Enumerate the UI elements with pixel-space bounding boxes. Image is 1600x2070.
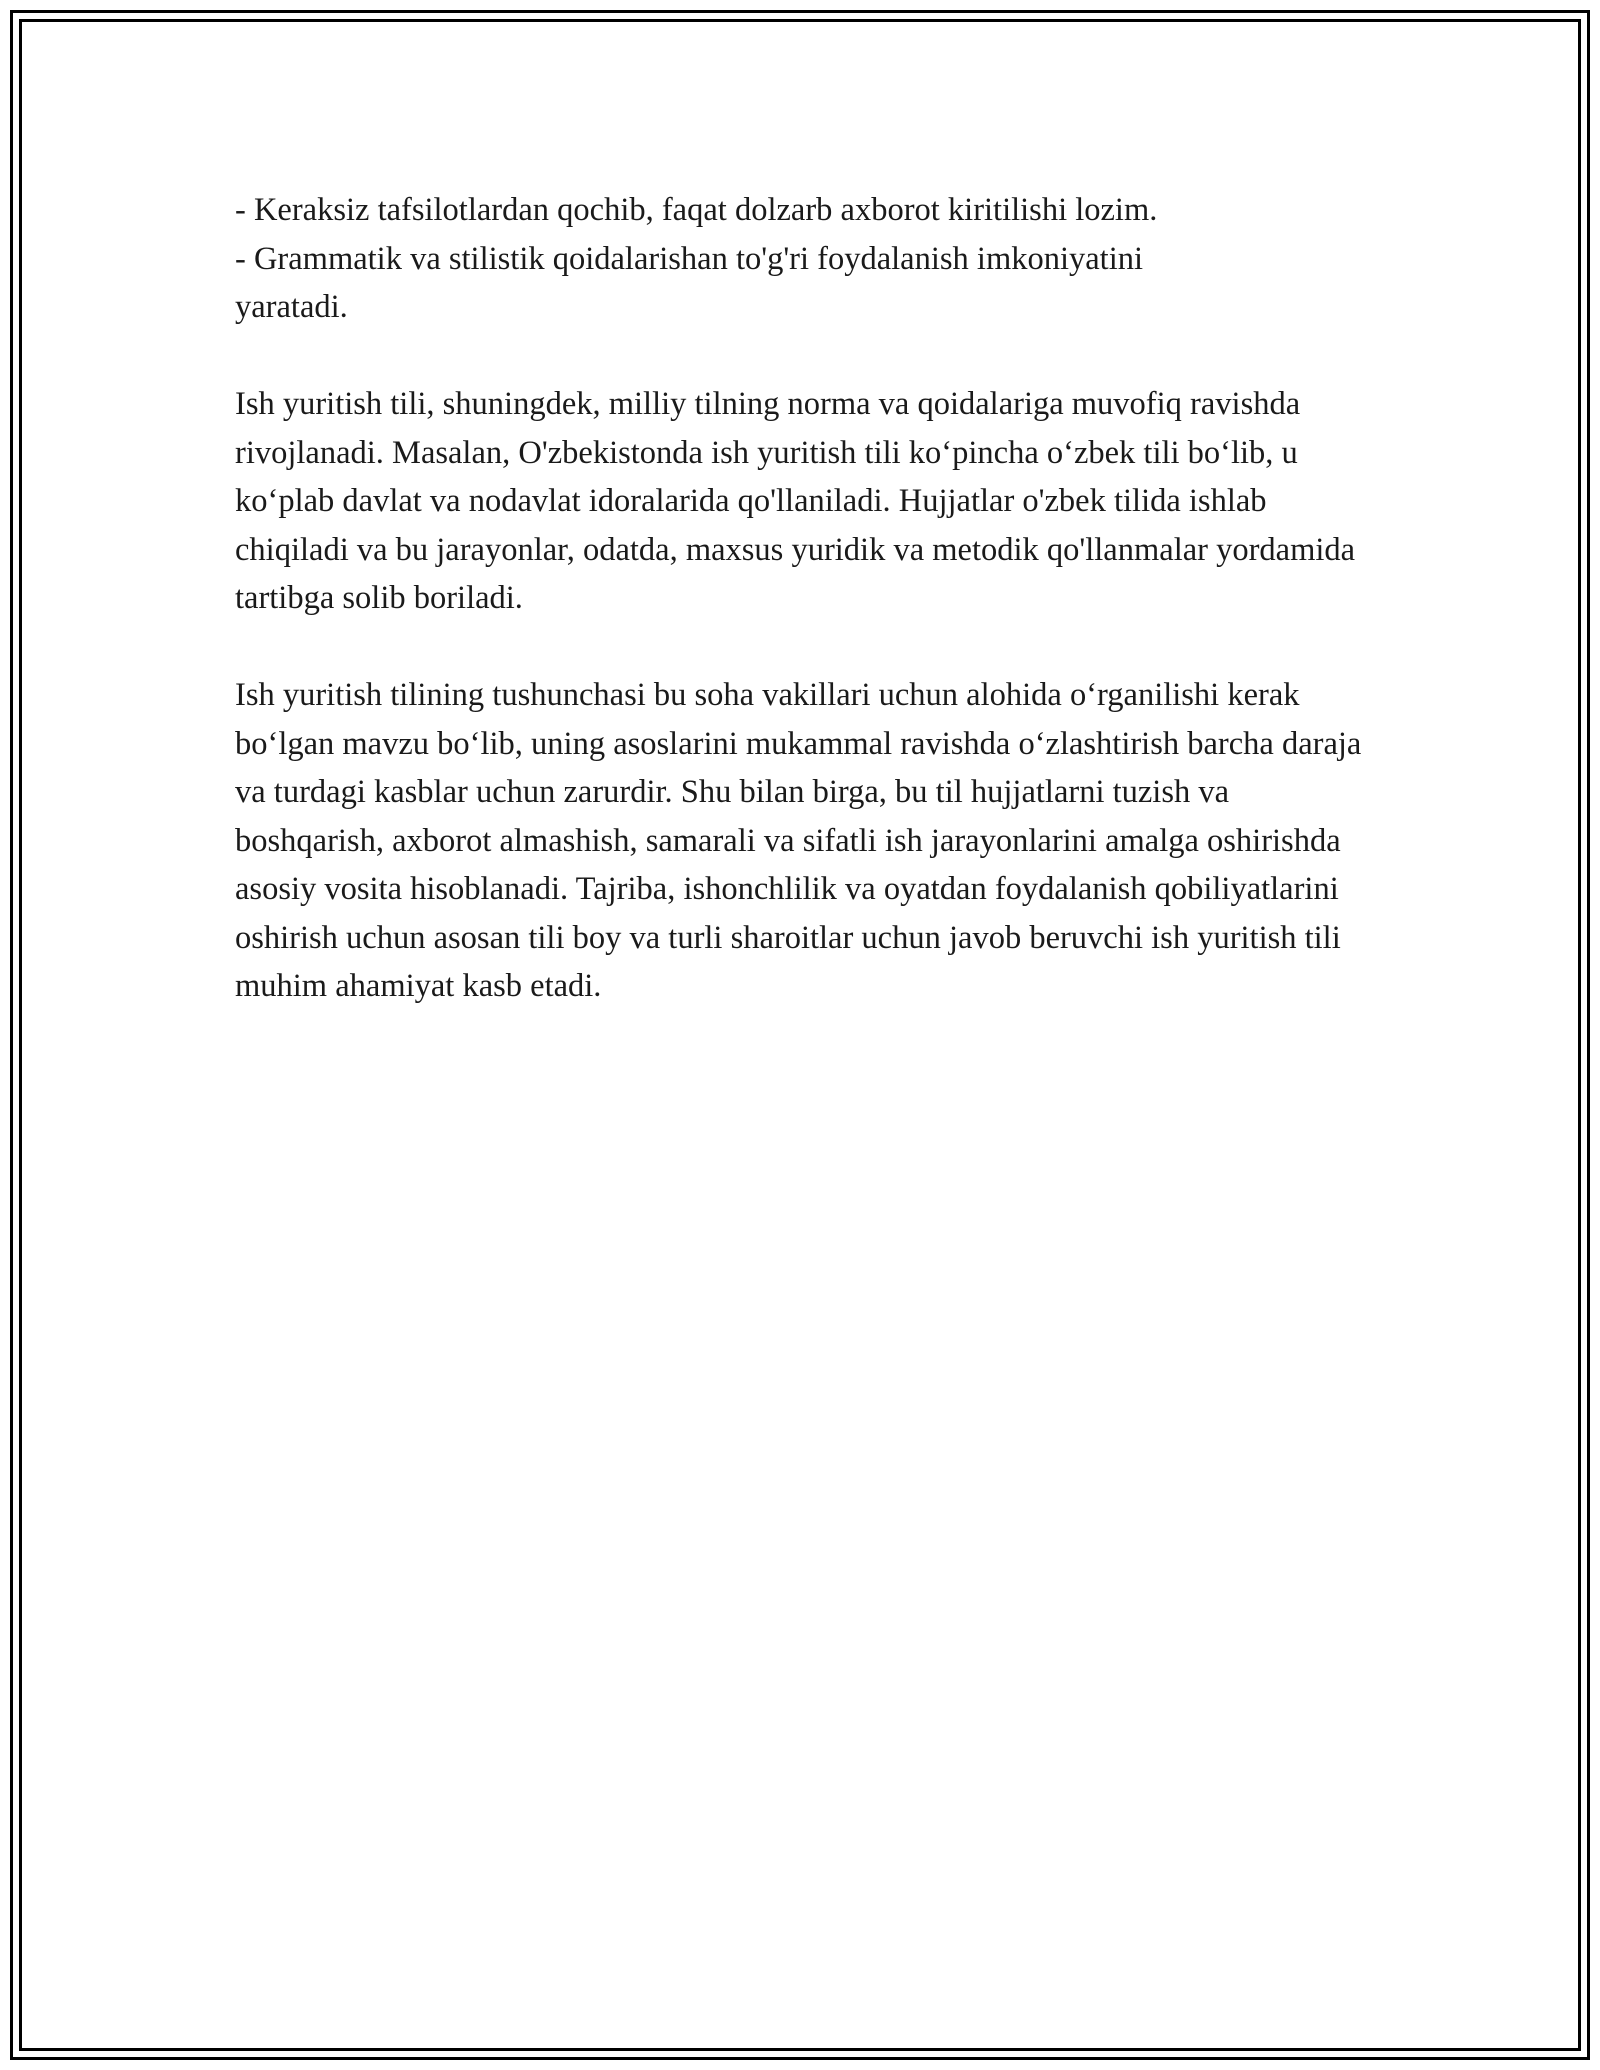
paragraph: Ish yuritish tilining tushunchasi bu soha vakillari uchun alohida o‘rganilishi kerak bo‘lgan mavzu bo‘lib, uning asoslarini mukammal ravishda o‘zlashtirish barcha daraja va turdagi kasblar uchun zarurdir. Shu bilan birga, bu til hujjatlarni tuzish va boshqarish, axborot almashish, samarali va sifatli ish jarayonlarini amalga oshirishda asosiy vosita hisoblanadi. Tajriba, ishonchlilik va oyatdan foydalanish qobiliyatlarini oshirish uchun asosan tili boy va turli sharoitlar uchun javob beruvchi ish yuritish tili muhim ahamiyat kasb etadi. (235, 677, 1362, 1004)
bullet-item: - Keraksiz tafsilotlardan qochib, faqat dolzarb axborot kiritilishi lozim. (235, 192, 1158, 228)
bullet-item: - Grammatik va stilistik qoidalarishan to'g'ri foydalanish imkoniyatini yaratadi. (235, 240, 1144, 325)
paragraph: Ish yuritish tili, shuningdek, milliy tilning norma va qoidalariga muvofiq ravishda rivojlanadi. Masalan, O'zbekistonda ish yuritish tili ko‘pincha o‘zbek tili bo‘lib, u ko‘plab davlat va nodavlat idoralarida qo'llaniladi. Hujjatlar o'zbek tilida ishlab chiqiladi va bu jarayonlar, odatda, maxsus yuridik va metodik qo'llanmalar yordamida tartibga solib boriladi. (235, 386, 1356, 616)
document-body (235, 186, 1385, 1011)
